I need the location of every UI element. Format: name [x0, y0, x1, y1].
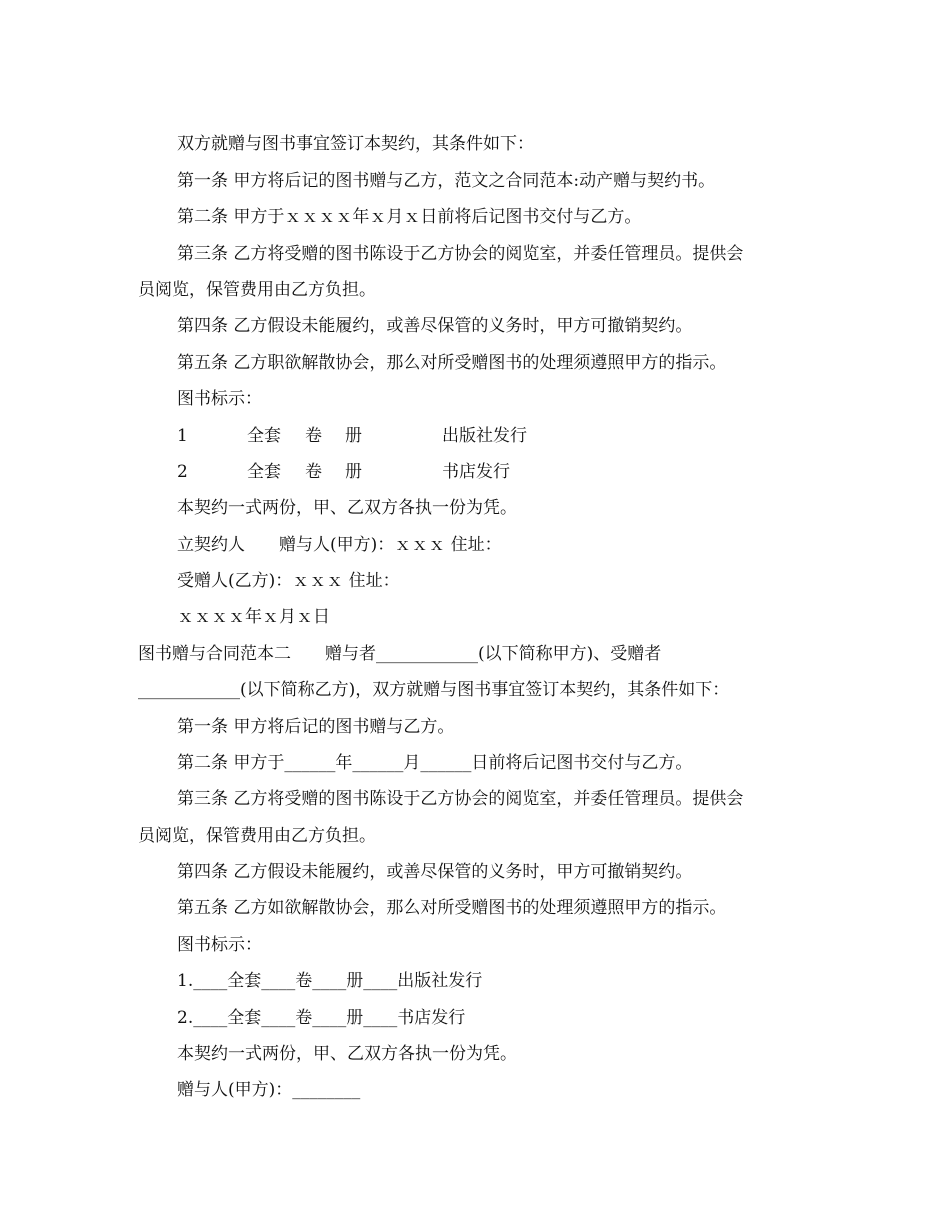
article-3: 第三条 乙方将受赠的图书陈设于乙方协会的阅览室，并委任管理员。提供会 — [177, 244, 744, 264]
copies-clause: 本契约一式两份，甲、乙双方各执一份为凭。 — [177, 498, 517, 518]
book-row-number: 2 — [177, 462, 188, 482]
book-row-volume: 卷 — [305, 462, 322, 482]
article-2: 第二条 甲方于ｘｘｘｘ年ｘ月ｘ日前将后记图书交付与乙方。 — [177, 207, 642, 227]
book-row-book: 册 — [345, 426, 362, 446]
book-list-item-1: 1.____全套____卷____册____出版社发行 — [177, 971, 483, 991]
book-list-item-2: 2.____全套____卷____册____书店发行 — [177, 1008, 466, 1028]
book-label-heading: 图书标示： — [177, 389, 262, 409]
article-3-continued: 员阅览，保管费用由乙方负担。 — [138, 826, 376, 846]
article-1: 第一条 甲方将后记的图书赠与乙方，范文之合同范本:动产赠与契约书。 — [177, 171, 716, 191]
article-3-continued: 员阅览，保管费用由乙方负担。 — [138, 280, 376, 300]
book-row-publisher: 出版社发行 — [442, 426, 527, 446]
book-row-volume: 卷 — [305, 426, 322, 446]
book-row-set: 全套 — [247, 462, 281, 482]
template-two-heading: 图书赠与合同范本二 赠与者____________(以下简称甲方)、受赠者 — [138, 644, 662, 664]
book-row-set: 全套 — [247, 426, 281, 446]
article-3: 第三条 乙方将受赠的图书陈设于乙方协会的阅览室，并委任管理员。提供会 — [177, 789, 744, 809]
book-row-book: 册 — [345, 462, 362, 482]
book-row-publisher: 书店发行 — [442, 462, 510, 482]
article-1: 第一条 甲方将后记的图书赠与乙方。 — [177, 717, 455, 737]
contracting-party: 立契约人 赠与人(甲方)：ｘｘｘ 住址： — [177, 535, 502, 555]
article-5: 第五条 乙方如欲解散协会，那么对所受赠图书的处理须遵照甲方的指示。 — [177, 898, 727, 918]
date-line: ｘｘｘｘ年ｘ月ｘ日 — [177, 607, 330, 627]
article-4: 第四条 乙方假设未能履约，或善尽保管的义务时，甲方可撤销契约。 — [177, 316, 693, 336]
article-2: 第二条 甲方于______年______月______日前将后记图书交付与乙方。 — [177, 753, 693, 773]
copies-clause: 本契约一式两份，甲、乙双方各执一份为凭。 — [177, 1044, 517, 1064]
article-4: 第四条 乙方假设未能履约，或善尽保管的义务时，甲方可撤销契约。 — [177, 862, 693, 882]
book-label-heading: 图书标示： — [177, 935, 262, 955]
template-two-intro: ____________(以下简称乙方)，双方就赠与图书事宜签订本契约，其条件如下： — [138, 680, 730, 700]
donor-signature-line: 赠与人(甲方)：________ — [177, 1080, 361, 1100]
book-row-number: 1 — [177, 426, 188, 446]
recipient-line: 受赠人(乙方)：ｘｘｘ 住址： — [177, 571, 400, 591]
intro-paragraph: 双方就赠与图书事宜签订本契约，其条件如下： — [177, 134, 534, 154]
article-5: 第五条 乙方职欲解散协会，那么对所受赠图书的处理须遵照甲方的指示。 — [177, 353, 727, 373]
